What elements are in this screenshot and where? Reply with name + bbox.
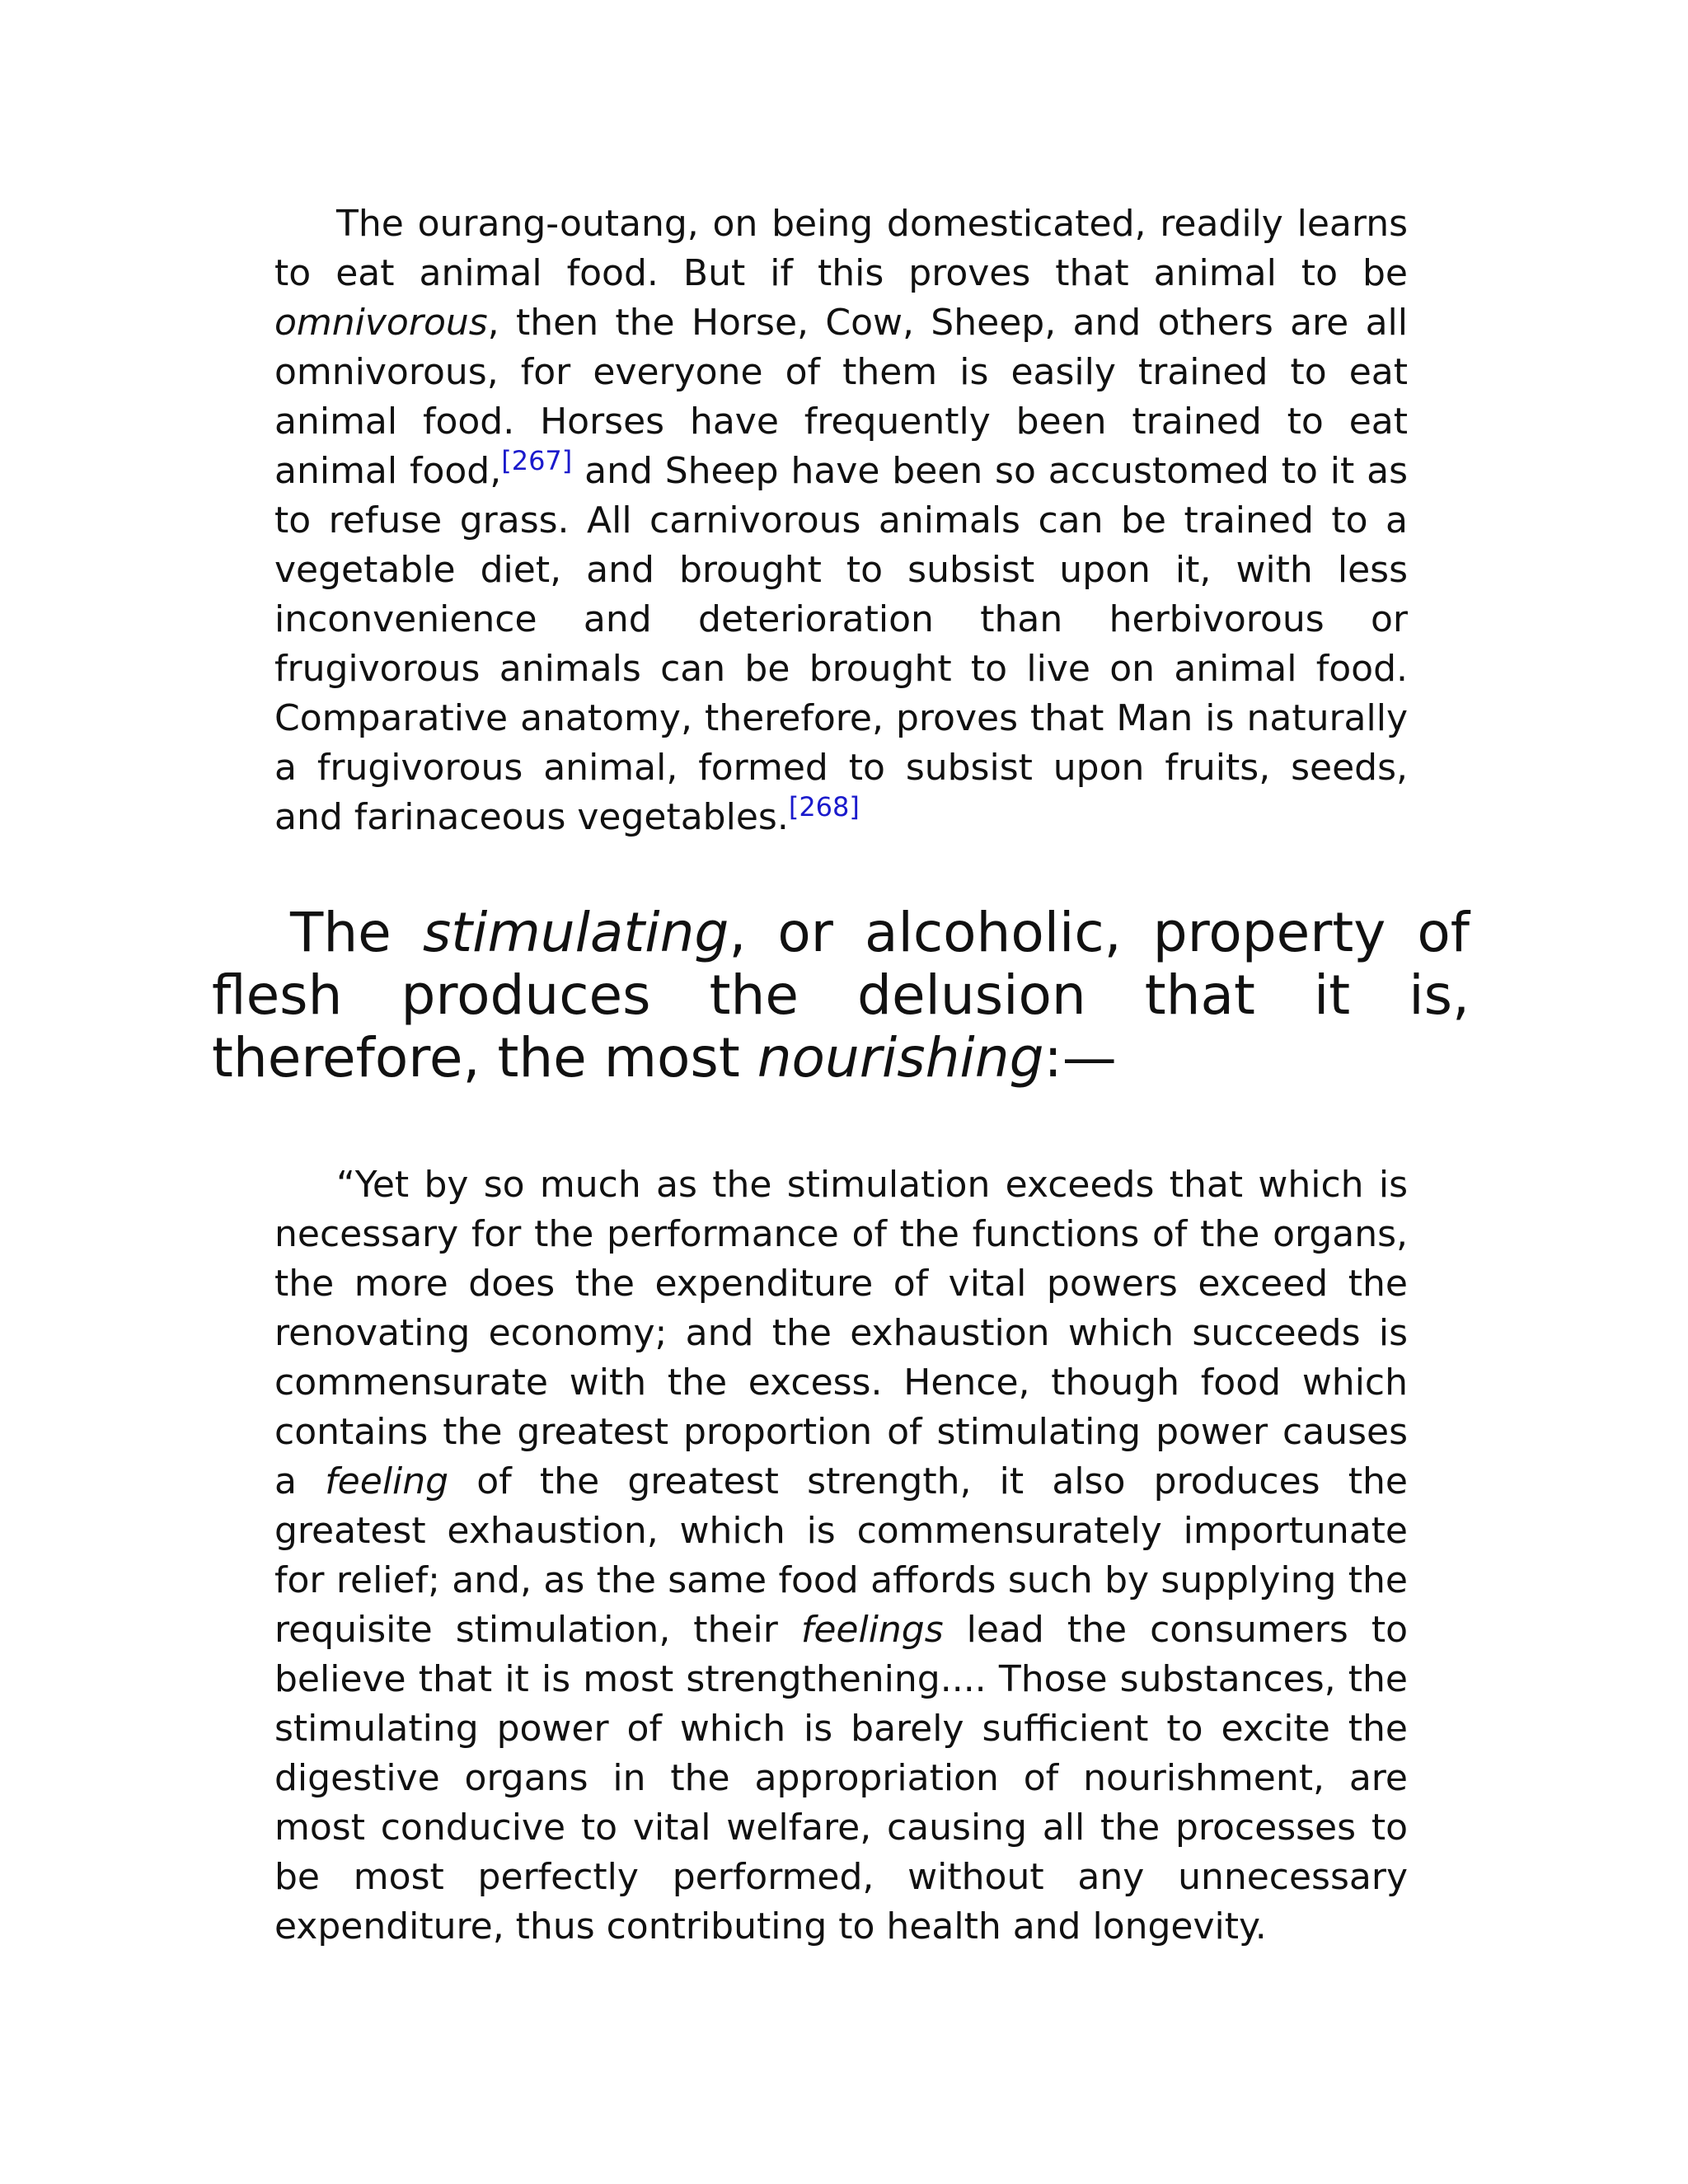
- heading-text-run: The: [290, 901, 423, 964]
- paragraph-text-run: The ourang-outang, on being domesticated, readily learns to eat animal food. But if this proves that animal to be: [274, 203, 1408, 294]
- paragraph-text-run: of the greatest strength, it also produces the greatest exhaustion, which is commensurately importunate for relief; and, as the same food affords such by supplying the requisite stimulation, their: [274, 1460, 1408, 1651]
- paragraph-text-run: , then the Horse, Cow, Sheep, and others are all omnivorous, for everyone of them is easily trained to eat animal food. Horses have frequently been trained to eat animal food,: [274, 302, 1408, 492]
- heading-text-run: , or alcoholic, property of flesh produces the delusion that it is, therefore, the most: [212, 901, 1470, 1090]
- paragraph-stimulation-quote: [274, 1160, 1408, 1952]
- paragraph-ourang-outang: [274, 199, 1408, 842]
- emphasis-feeling: feeling: [325, 1460, 449, 1502]
- paragraph-text-run: lead the consumers to believe that it is most strengthening.... Those substances, the stimulating power of which is barely sufficient to excite the digestive organs in the appropriation of nourishment, are most conducive to vital welfare, causing all the processes to be most perfectly performed, without any unnecessary expenditure, thus contributing to health and longevity.: [274, 1609, 1408, 1947]
- section-heading: [212, 902, 1470, 1090]
- paragraph-text-run: and Sheep have been so accustomed to it as to refuse grass. All carnivorous animals can be trained to a vegetable diet, and brought to subsist upon it, with less inconvenience and deterioration than herbivorous or frugivorous animals can be brought to live on animal food. Comparative anatomy, therefore, proves that Man is naturally a frugivorous animal, formed to subsist upon fruits, seeds, and farinaceous vegetables.: [274, 450, 1408, 838]
- paragraph-text-run: “Yet by so much as the stimulation exceeds that which is necessary for the performance of the functions of the organs, the more does the expenditure of vital powers exceed the renovating economy; and the exhaustion which succeeds is commensurate with the excess. Hence, though food which contains the greatest proportion of stimulating power causes a: [274, 1164, 1408, 1502]
- emphasis-omnivorous: omnivorous: [274, 302, 488, 344]
- paragraph-text: [274, 1160, 1408, 1952]
- emphasis-feelings: feelings: [800, 1609, 944, 1651]
- footnote-link-267[interactable]: [267]: [501, 445, 573, 476]
- emphasis-stimulating: stimulating: [422, 901, 729, 964]
- paragraph-text: [274, 199, 1408, 842]
- heading-text-run: :—: [1043, 1026, 1117, 1090]
- footnote-link-268[interactable]: [268]: [788, 791, 860, 823]
- emphasis-nourishing: nourishing: [757, 1026, 1044, 1090]
